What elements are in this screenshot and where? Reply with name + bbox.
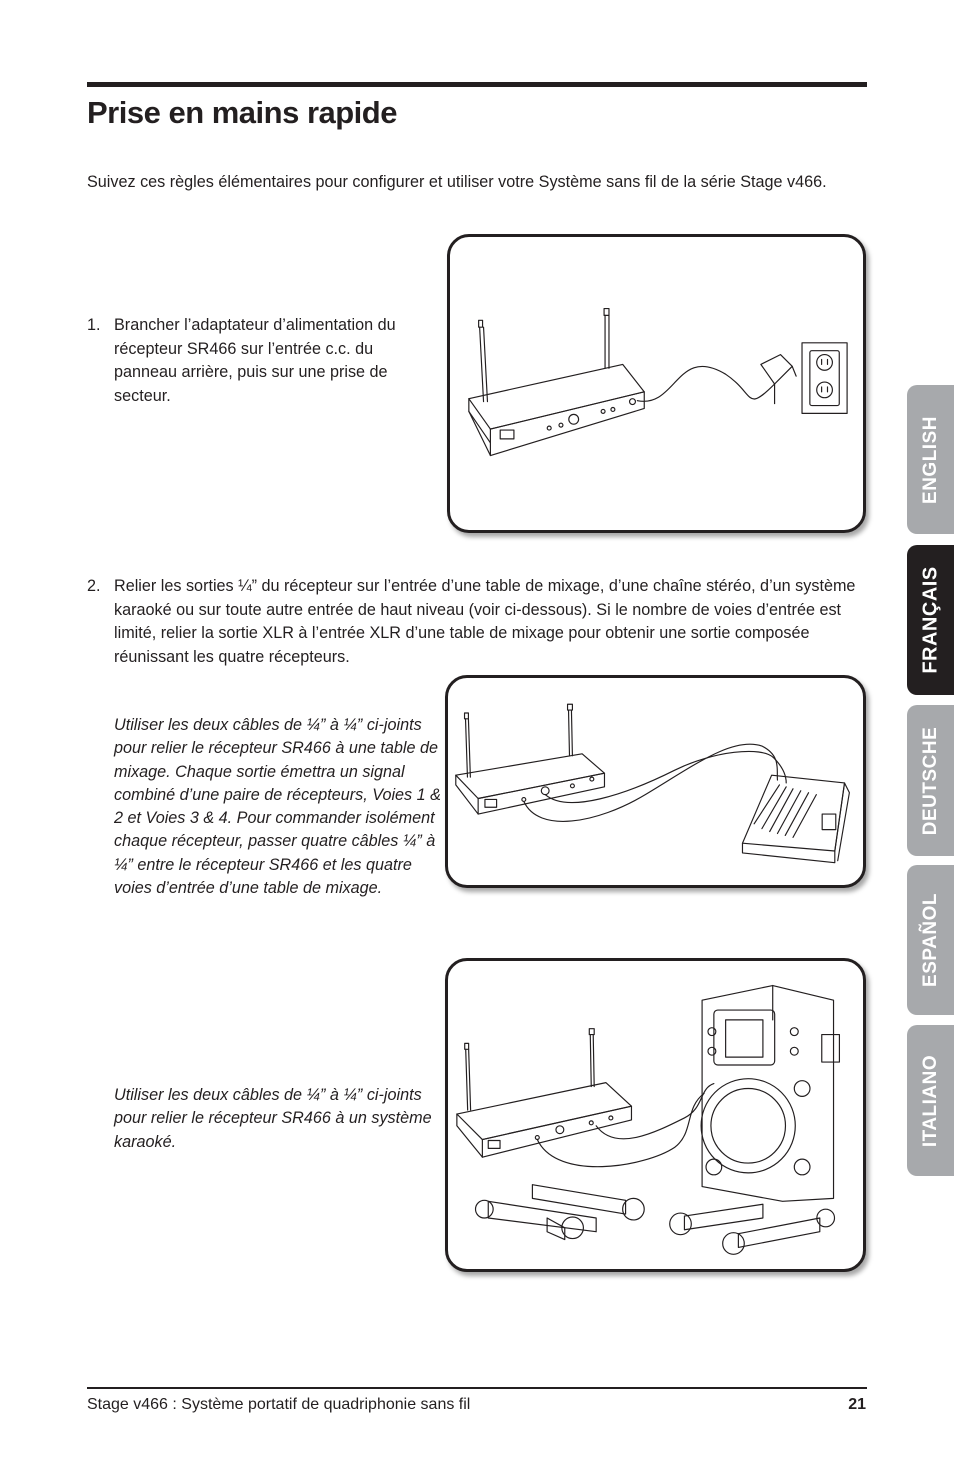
tab-english[interactable]	[907, 385, 954, 534]
step-number: 1.	[87, 316, 101, 334]
tab-label: ENGLISH	[919, 415, 941, 504]
tab-italiano[interactable]	[907, 1025, 954, 1176]
power-connection-illustration	[447, 234, 866, 533]
step-text: Brancher l’adaptateur d’alimentation du récepteur SR466 sur l’entrée c.c. du panneau arrière, puis sur une prise de secteur.	[114, 316, 396, 405]
tab-label: DEUTSCHE	[919, 726, 941, 835]
footer-document-title: Stage v466 : Système portatif de quadriphonie sans fil	[87, 1396, 471, 1413]
intro-paragraph: Suivez ces règles élémentaires pour configurer et utiliser votre Système sans fil de la série Stage v466.	[87, 173, 827, 191]
page-number: 21	[848, 1396, 866, 1413]
mixer-connection-illustration	[445, 675, 866, 888]
mixer-connection-note: Utiliser les deux câbles de ¼” à ¼” ci-joints pour relier le récepteur SR466 à une table de mixage. Chaque sortie émettra un signal combiné d’une paire de récepteurs, Voies 1 & 2 et Voies 3 & 4. Pour commander isolément chaque récepteur, passer quatre câbles ¼” à ¼” entre le récepteur SR466 et les quatre voies d’entrée d’une table de mixage.	[114, 716, 441, 898]
footer-rule	[87, 1387, 867, 1389]
step-number: 2.	[87, 577, 101, 595]
karaoke-connection-illustration	[445, 958, 866, 1272]
karaoke-connection-note: Utiliser les deux câbles de ¼” à ¼” ci-joints pour relier le récepteur SR466 à un système karaoké.	[114, 1086, 432, 1151]
step-text: Relier les sorties ¼” du récepteur sur l’entrée d’une table de mixage, d’une chaîne stéréo, d’un système karaoké ou sur toute autre entrée de haut niveau (voir ci-dessous). Si le nombre de voies d’entrée est limité, relier la sortie XLR à l’entrée XLR d’une table de mixage pour obtenir une sortie composée réunissant les quatre récepteurs.	[114, 577, 856, 666]
tab-label: FRANÇAIS	[919, 566, 941, 674]
top-rule	[87, 82, 867, 87]
tab-deutsche[interactable]	[907, 705, 954, 856]
page-title: Prise en mains rapide	[87, 95, 397, 130]
tab-label: ITALIANO	[919, 1054, 941, 1147]
tab-francais[interactable]	[907, 545, 954, 695]
tab-espanol[interactable]	[907, 865, 954, 1015]
tab-label: ESPAÑOL	[919, 893, 941, 987]
